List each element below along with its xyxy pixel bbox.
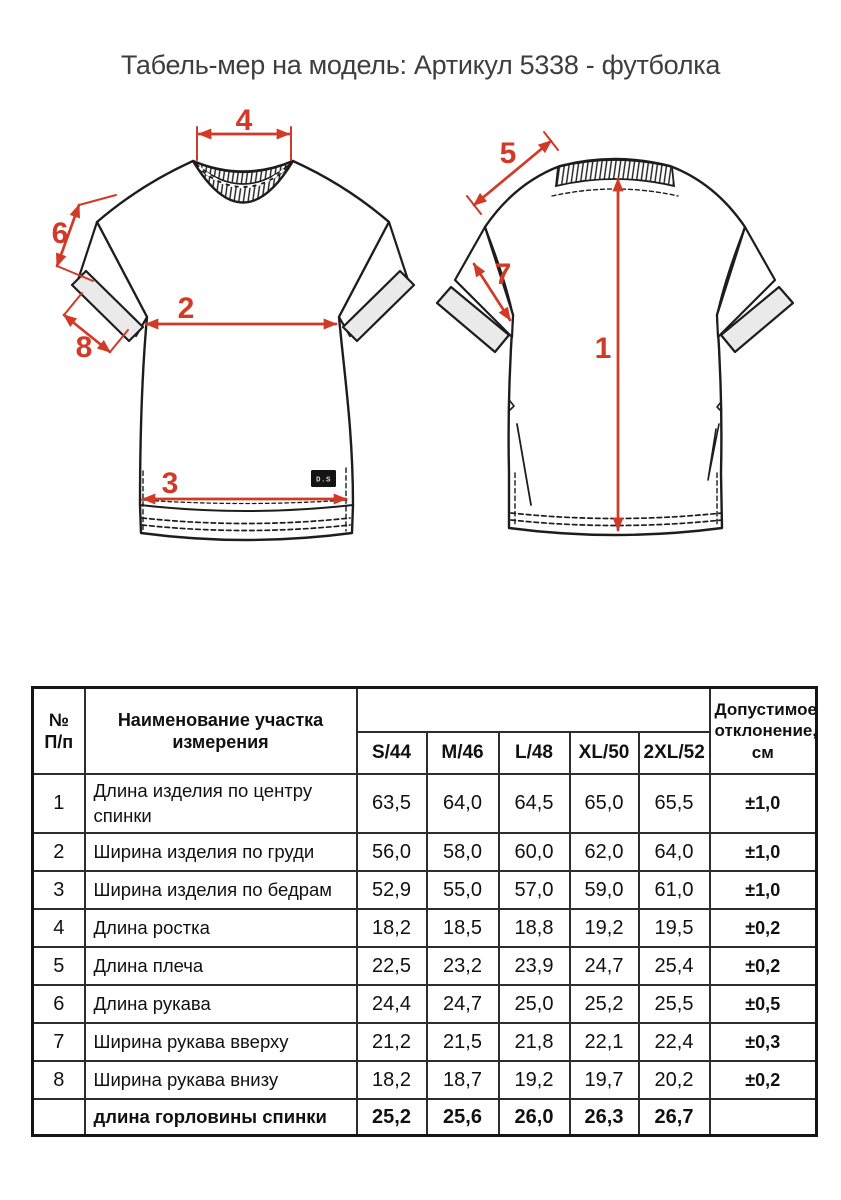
size-value-cell: 65,0 xyxy=(570,774,639,833)
size-value-cell: 18,2 xyxy=(357,1061,427,1099)
back-view-drawing xyxy=(437,132,793,535)
header-size-s44: S/44 xyxy=(357,732,427,774)
size-value-cell: 25,0 xyxy=(499,985,570,1023)
size-value-cell: 63,5 xyxy=(357,774,427,833)
table-row xyxy=(33,1099,817,1136)
front-body-outline xyxy=(97,161,389,540)
size-value-cell: 18,5 xyxy=(427,909,499,947)
size-value-cell: 20,2 xyxy=(639,1061,710,1099)
size-value-cell: 25,4 xyxy=(639,947,710,985)
tolerance-cell: ±1,0 xyxy=(710,833,817,871)
tolerance-cell: ±0,2 xyxy=(710,1061,817,1099)
dimension-label-6: 6 xyxy=(51,217,69,250)
tolerance-cell: ±0,2 xyxy=(710,947,817,985)
dimension-label-5: 5 xyxy=(499,137,517,170)
size-value-cell: 23,2 xyxy=(427,947,499,985)
dimension-arrow-4 xyxy=(197,104,291,160)
size-value-cell: 22,4 xyxy=(639,1023,710,1061)
row-number-cell: 1 xyxy=(33,774,85,833)
size-value-cell: 58,0 xyxy=(427,833,499,871)
measure-name-cell: Ширина изделия по бедрам xyxy=(85,871,357,909)
dimension-label-1: 1 xyxy=(594,332,612,365)
size-value-cell: 52,9 xyxy=(357,871,427,909)
measure-name-cell: Ширина рукава вверху xyxy=(85,1023,357,1061)
size-value-cell: 22,1 xyxy=(570,1023,639,1061)
size-value-cell: 19,2 xyxy=(499,1061,570,1099)
size-value-cell: 26,0 xyxy=(499,1099,570,1136)
table-row xyxy=(33,833,817,871)
size-value-cell: 21,8 xyxy=(499,1023,570,1061)
row-number-cell: 4 xyxy=(33,909,85,947)
size-value-cell: 55,0 xyxy=(427,871,499,909)
size-value-cell: 25,2 xyxy=(357,1099,427,1136)
table-row xyxy=(33,1061,817,1099)
row-number-cell: 6 xyxy=(33,985,85,1023)
dimension-label-8: 8 xyxy=(75,331,93,364)
measure-name-cell: Ширина рукава внизу xyxy=(85,1061,357,1099)
back-body-outline xyxy=(485,159,745,535)
header-size-m46: M/46 xyxy=(427,732,499,774)
measure-name-cell: Длина изделия по центру спинки xyxy=(85,774,357,833)
tolerance-cell xyxy=(710,1099,817,1136)
size-value-cell: 18,8 xyxy=(499,909,570,947)
size-value-cell: 19,2 xyxy=(570,909,639,947)
size-value-cell: 25,2 xyxy=(570,985,639,1023)
size-value-cell: 21,5 xyxy=(427,1023,499,1061)
size-value-cell: 64,0 xyxy=(639,833,710,871)
row-number-cell: 5 xyxy=(33,947,85,985)
size-value-cell: 23,9 xyxy=(499,947,570,985)
size-value-cell: 64,5 xyxy=(499,774,570,833)
size-value-cell: 64,0 xyxy=(427,774,499,833)
tolerance-cell: ±0,5 xyxy=(710,985,817,1023)
dimension-label-7: 7 xyxy=(494,258,512,291)
row-number-cell: 2 xyxy=(33,833,85,871)
measure-name-cell: Длина плеча xyxy=(85,947,357,985)
size-value-cell: 57,0 xyxy=(499,871,570,909)
size-value-cell: 56,0 xyxy=(357,833,427,871)
brand-patch-text: D.S xyxy=(315,476,332,485)
size-value-cell: 21,2 xyxy=(357,1023,427,1061)
measure-name-cell: Длина рукава xyxy=(85,985,357,1023)
size-value-cell: 19,7 xyxy=(570,1061,639,1099)
header-size-xl50: XL/50 xyxy=(570,732,639,774)
row-number-cell: 8 xyxy=(33,1061,85,1099)
header-tolerance: Допустимое отклонение, см xyxy=(710,688,817,775)
table-body xyxy=(33,774,817,1136)
tolerance-cell: ±1,0 xyxy=(710,774,817,833)
front-view-drawing xyxy=(52,104,414,540)
table-row xyxy=(33,909,817,947)
size-value-cell: 59,0 xyxy=(570,871,639,909)
garment-diagram xyxy=(0,100,841,570)
size-value-cell: 26,3 xyxy=(570,1099,639,1136)
header-row-number: № П/п xyxy=(33,688,85,775)
header-sizes-group xyxy=(357,688,710,733)
dimension-label-3: 3 xyxy=(161,467,179,500)
size-value-cell: 24,7 xyxy=(570,947,639,985)
table-row xyxy=(33,1023,817,1061)
table-row xyxy=(33,947,817,985)
size-value-cell: 61,0 xyxy=(639,871,710,909)
size-value-cell: 26,7 xyxy=(639,1099,710,1136)
tolerance-cell: ±0,2 xyxy=(710,909,817,947)
size-value-cell: 62,0 xyxy=(570,833,639,871)
measure-name-cell: Ширина изделия по груди xyxy=(85,833,357,871)
row-number-cell: 7 xyxy=(33,1023,85,1061)
tolerance-cell: ±1,0 xyxy=(710,871,817,909)
size-value-cell: 24,4 xyxy=(357,985,427,1023)
measure-name-cell: Длина ростка xyxy=(85,909,357,947)
size-value-cell: 25,6 xyxy=(427,1099,499,1136)
size-value-cell: 19,5 xyxy=(639,909,710,947)
dimension-label-4: 4 xyxy=(235,104,253,137)
table-row xyxy=(33,774,817,833)
row-number-cell xyxy=(33,1099,85,1136)
size-value-cell: 24,7 xyxy=(427,985,499,1023)
size-value-cell: 18,2 xyxy=(357,909,427,947)
table-row xyxy=(33,871,817,909)
size-value-cell: 60,0 xyxy=(499,833,570,871)
header-measure-name: Наименование участка измерения xyxy=(85,688,357,775)
header-size-l48: L/48 xyxy=(499,732,570,774)
row-number-cell: 3 xyxy=(33,871,85,909)
size-value-cell: 22,5 xyxy=(357,947,427,985)
size-value-cell: 25,5 xyxy=(639,985,710,1023)
tolerance-cell: ±0,3 xyxy=(710,1023,817,1061)
measure-name-cell: длина горловины спинки xyxy=(85,1099,357,1136)
size-value-cell: 65,5 xyxy=(639,774,710,833)
header-size-2xl52: 2XL/52 xyxy=(639,732,710,774)
page-title: Табель-мер на модель: Артикул 5338 - футболка xyxy=(120,50,721,80)
measurement-table xyxy=(31,686,818,1137)
dimension-label-2: 2 xyxy=(177,292,195,325)
size-value-cell: 18,7 xyxy=(427,1061,499,1099)
table-row xyxy=(33,985,817,1023)
